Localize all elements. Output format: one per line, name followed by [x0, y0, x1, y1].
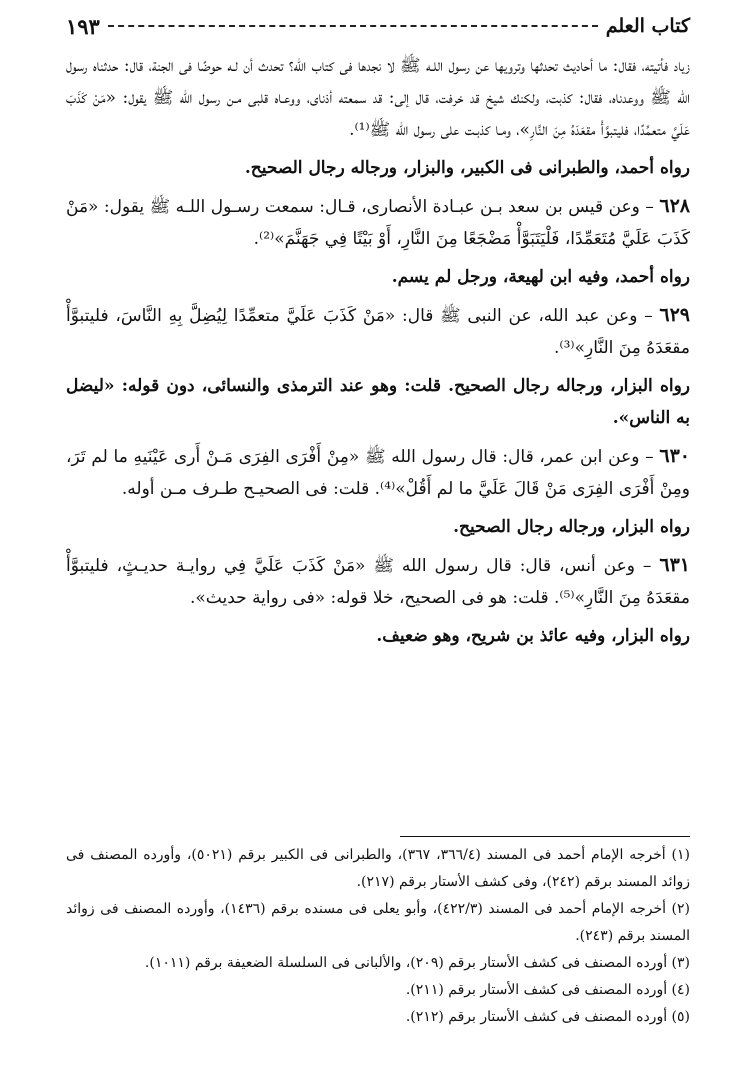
hadith-number: ٦٢٩ [659, 304, 690, 326]
hadith-number: ٦٣٠ [659, 445, 691, 467]
source-note: رواه أحمد، والطبرانى فى الكبير، والبزار، ورجاله رجال الصحيح. [244, 158, 690, 178]
hadith-number: ٦٣١ [659, 554, 690, 576]
page-header [66, 8, 690, 44]
footnote-5: (٥) أورده المصنف فى كشف الأستار برقم (٢١٢). [405, 1009, 690, 1025]
footnote-2: (٢) أخرجه الإمام أحمد فى المسند (٤٢٢/٣)، وأبو يعلى فى مسنده برقم (١٤٣٦)، وأورده المصنف فى زوائد المسند برقم (٢٤٣). [66, 901, 691, 944]
hadith-630 [66, 440, 690, 505]
main-text [66, 50, 690, 658]
paragraph-continued: زياد فأتيته، فقال: ما أحاديث تحدثها وترويها عن رسول اللـه ﷺ لا نجدها فى كتاب الله؟ تحدث أن لـه حوضًا فى الجنة، قال: حدثناه رسول الله ﷺ ووعدناه، فقال: كذبت، ولكنك شيخ قد خرفت، قال إلى: قد سمعته أذناى، ووعـاه قلبى مـن رسول الله ﷺ يقول: «مَنْ كَذَبَ عَلَيَّ متعمِّدًا، فليتبوَّأْ مقعَدَهُ مِنَ النَّارِ»، ومـا كذبـت على رسول الله ﷺ⁽¹⁾. [66, 56, 690, 140]
hadith-text: – وعن قيس بن سعد بـن عبـادة الأنصارى، قـال: سمعت رسـول اللـه ﷺ يقول: «مَنْ كَذَبَ عَلَيَّ مُتَعَمِّدًا، فَلْيَتَبَوَّأْ مَضْجَعًا مِنَ النَّارِ، أَوْ بَيْتًا فِي جَهَنَّمَ»⁽²⁾. [66, 197, 690, 249]
footnote-4: (٤) أورده المصنف فى كشف الأستار برقم (٢١١). [405, 982, 690, 998]
source-note: رواه البزار، ورجاله رجال الصحيح. قلت: وهو عند الترمذى والنسائى، دون قوله: «ليضل به الناس». [66, 376, 690, 428]
hadith-text: – وعن ابن عمر، قال: قال رسول الله ﷺ «مِنْ أَفْرَى الفِرَى مَـنْ أَرى عَيْنَيهِ ما لم تَرَ، ومِنْ أَفْرَى الفِرَى مَنْ قَالَ عَلَيَّ ما لم أَقُلْ»⁽⁴⁾. قلت: فى الصحيـح طـرف مـن أوله. [66, 447, 690, 499]
book-title: كتاب العلم [605, 15, 690, 37]
hadith-text: – وعن أنس، قال: قال رسول الله ﷺ «مَنْ كَذَبَ عَلَيَّ فِي روايـة حديـثٍ، فليتبوَّأْ مقعَدَهُ مِنَ النَّارِ»⁽⁵⁾. قلت: هو فى الصحيح، خلا قوله: «فى رواية حديث». [66, 556, 690, 608]
footnote-1: (١) أخرجه الإمام أحمد فى المسند (٣٦٦/٤، ٣٦٧)، والطبرانى فى الكبير برقم (٥٠٢١)، وأورده المصنف فى زوائد المسند برقم (٢٤٢)، وفى كشف الأستار برقم (٢١٧). [66, 847, 690, 890]
footnote-separator [400, 836, 690, 837]
hadith-629 [66, 299, 690, 364]
footnotes [66, 842, 690, 1031]
header-divider [108, 25, 598, 27]
page-number: ١٩٣ [66, 13, 100, 39]
hadith-628 [66, 190, 690, 255]
footnote-3: (٣) أورده المصنف فى كشف الأستار برقم (٢٠٩)، والألبانى فى السلسلة الضعيفة برقم (١٠١١). [144, 955, 690, 971]
hadith-number: ٦٢٨ [659, 195, 690, 217]
hadith-text: – وعن عبد الله، عن النبى ﷺ قال: «مَنْ كَذَبَ عَلَيَّ متعمِّدًا لِيُضِلَّ بِهِ النَّاسَ، فليتبوَّأْ مقعَدَهُ مِنَ النَّارِ»⁽³⁾. [66, 306, 690, 358]
hadith-631 [66, 549, 690, 614]
source-note: رواه البزار، وفيه عائذ بن شريح، وهو ضعيف. [376, 626, 690, 646]
source-note: رواه البزار، ورجاله رجال الصحيح. [453, 517, 690, 537]
source-note: رواه أحمد، وفيه ابن لهيعة، ورجل لم يسم. [391, 267, 690, 287]
